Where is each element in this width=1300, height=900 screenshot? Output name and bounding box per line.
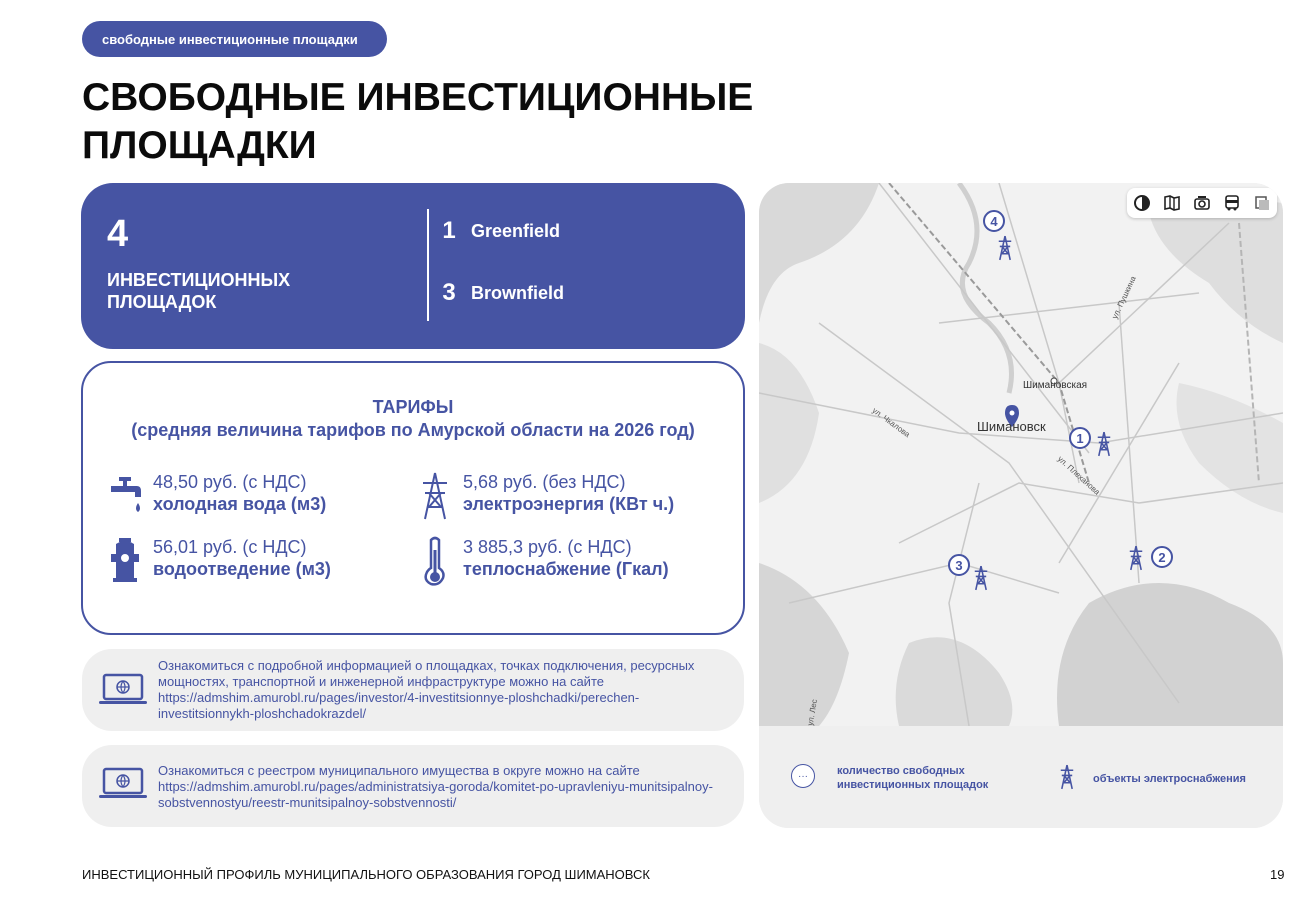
hydrant-icon	[107, 536, 143, 586]
legend-power-label: объекты электроснабжения	[1093, 773, 1246, 785]
tariffs-heading	[83, 396, 743, 442]
tariffs-subtitle: (средняя величина тарифов по Амурской области на 2026 год)	[131, 420, 695, 440]
sites-total-label: ИНВЕСТИЦИОННЫХ ПЛОЩАДОК	[107, 270, 291, 312]
map-toolbar	[1127, 188, 1277, 218]
street-label: ул. Лес	[805, 698, 820, 727]
greenfield-row	[439, 217, 560, 245]
sites-total: 4	[107, 213, 129, 255]
power-tower-icon	[995, 235, 1015, 261]
info-block-sites	[82, 649, 744, 731]
greenfield-label: Greenfield	[471, 220, 561, 241]
power-tower-icon	[417, 471, 453, 521]
map-legend	[759, 726, 1283, 828]
tariff-water	[107, 471, 326, 521]
section-pill: свободные инвестиционные площадки	[82, 21, 387, 57]
water-tap-icon	[107, 471, 143, 521]
info-sites-text: Ознакомиться с подробной информацией о площадках, точках подключения, ресурсных мощностях, транспортной и инженерной инфраструктуре можно на сайте https://admshim.amurobl.ru/pages/investor/4-investitsionnye-ploshchadki/perechen-investitsionnykh-ploshchadokrazdel/	[158, 658, 695, 721]
tariff-sewage-name: водоотведение (м3)	[153, 559, 331, 579]
tariff-water-price: 48,50 руб. (с НДС)	[153, 472, 307, 492]
sites-summary-card	[81, 183, 745, 349]
tariff-heating-price: 3 885,3 руб. (с НДС)	[463, 537, 632, 557]
brownfield-label: Brownfield	[471, 282, 564, 303]
city-label: Шимановск	[977, 419, 1046, 434]
info-block-registry	[82, 745, 744, 827]
tariff-heating-name: теплоснабжение (Гкал)	[463, 559, 669, 579]
tariff-sewage-price: 56,01 руб. (с НДС)	[153, 537, 307, 557]
tariff-heating	[417, 536, 669, 586]
legend-sites-label: количество свободных инвестиционных площадок	[837, 765, 989, 791]
tariff-water-name: холодная вода (м3)	[153, 494, 327, 514]
copy-icon[interactable]	[1252, 193, 1272, 213]
street-label: ул. Пушкина	[1110, 274, 1138, 321]
brownfield-count: 3	[442, 279, 456, 306]
greenfield-count: 1	[442, 217, 456, 244]
page-title: СВОБОДНЫЕ ИНВЕСТИЦИОННЫЕ ПЛОЩАДКИ	[82, 76, 754, 167]
map-book-icon[interactable]	[1162, 193, 1182, 213]
street-label: ул. Плеханова	[1055, 454, 1102, 497]
camera-icon[interactable]	[1192, 193, 1212, 213]
tariffs-card	[81, 361, 745, 635]
map-canvas[interactable]	[759, 183, 1283, 726]
page-number: 19	[1270, 867, 1285, 882]
tariffs-title: ТАРИФЫ	[372, 397, 454, 417]
bus-icon[interactable]	[1222, 193, 1242, 213]
laptop-globe-icon	[98, 673, 148, 707]
tariff-electricity-price: 5,68 руб. (без НДС)	[463, 472, 626, 492]
brownfield-row	[439, 279, 564, 307]
power-tower-icon	[1126, 545, 1146, 571]
divider	[427, 209, 429, 321]
tariff-electricity	[417, 471, 674, 521]
station-label: Шимановская	[1023, 380, 1088, 391]
map-panel[interactable]	[759, 183, 1283, 828]
info-registry-text: Ознакомиться с реестром муниципального имущества в округе можно на сайте https://admshim.amurobl.ru/pages/administratsiya-goroda/komitet-po-upravleniyu-munitsipalnoy-sobstvennostyu/reestr-munitsipalnoy-sobstvennosti/	[158, 763, 713, 810]
footer-text: ИНВЕСТИЦИОННЫЙ ПРОФИЛЬ МУНИЦИПАЛЬНОГО ОБРАЗОВАНИЯ ГОРОД ШИМАНОВСК	[82, 867, 650, 882]
power-tower-icon	[1094, 431, 1114, 457]
layers-icon[interactable]	[1132, 193, 1152, 213]
site-marker-2[interactable]: 2	[1151, 546, 1173, 568]
site-marker-3[interactable]: 3	[948, 554, 970, 576]
power-tower-icon	[1057, 764, 1077, 790]
tariff-sewage	[107, 536, 331, 586]
site-marker-4[interactable]: 4	[983, 210, 1005, 232]
power-tower-icon	[971, 565, 991, 591]
ellipsis-circle-icon: ···	[791, 764, 815, 788]
site-marker-1[interactable]: 1	[1069, 427, 1091, 449]
laptop-globe-icon	[98, 767, 148, 801]
street-label: ул. Чкалова	[870, 405, 912, 440]
thermometer-icon	[417, 536, 453, 586]
tariff-electricity-name: электроэнергия (КВт ч.)	[463, 494, 675, 514]
